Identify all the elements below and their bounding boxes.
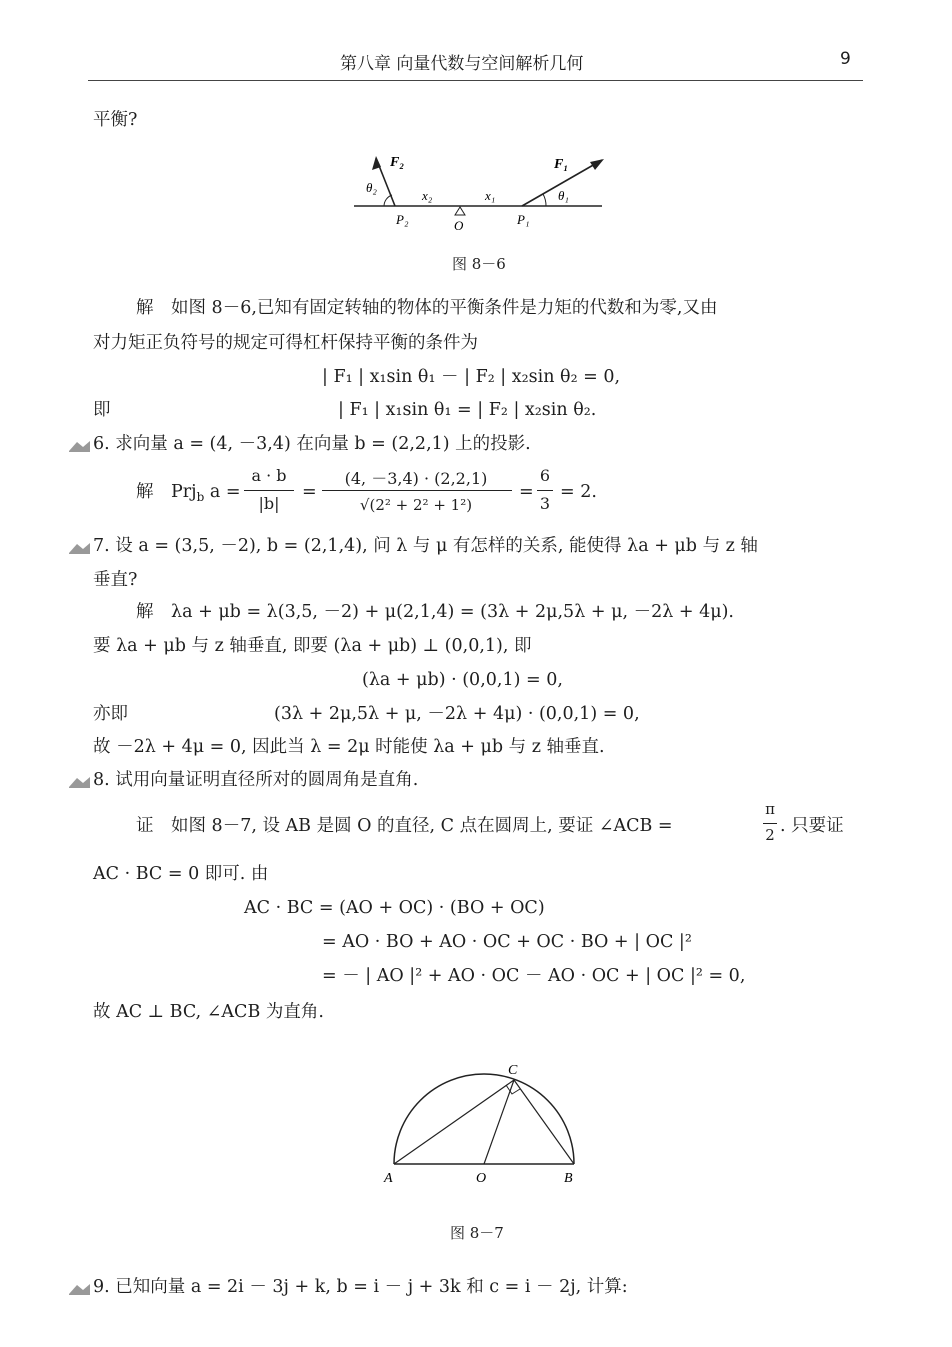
chapter-header: 第八章 向量代数与空间解析几何 (340, 54, 584, 74)
fraction-bar (763, 823, 777, 824)
label-B: B (564, 1171, 573, 1186)
fraction-bar (244, 490, 294, 491)
figure-8-6 (340, 140, 620, 240)
label-theta2: θ₂ (366, 180, 377, 195)
fraction-denominator: 2 (765, 826, 775, 844)
angle-theta1-arc (543, 194, 546, 206)
label-F2: F₂ (390, 155, 405, 170)
semicircle-arc (394, 1074, 574, 1164)
fraction-denominator: |b| (258, 494, 280, 513)
label-O: O (454, 218, 464, 233)
text-line: 故 AC ⊥ BC, ∠ACB 为直角. (93, 1002, 324, 1022)
segment-OC (484, 1080, 514, 1164)
equation: = AO · BO + AO · OC + OC · BO + | OC |² (322, 932, 692, 952)
fraction-numerator: π (765, 800, 775, 818)
text-line: 平衡? (93, 110, 138, 130)
label-O: O (476, 1171, 487, 1186)
fraction-denominator: √(2² + 2² + 1²) (359, 496, 473, 514)
text-line: . 只要证 (780, 816, 844, 836)
fraction-bar (537, 490, 553, 491)
segment-BC (514, 1080, 574, 1164)
equation-end: = 2. (560, 482, 597, 502)
header-rule (88, 80, 863, 81)
equation-part: a = (204, 482, 241, 502)
equation: = － | AO |² + AO · OC － AO · OC + | OC |² = 0, (322, 966, 746, 986)
figure-caption: 图 8－7 (450, 1224, 504, 1242)
solution-label: 解 Prj (136, 482, 197, 502)
label-F1: F₁ (554, 157, 569, 172)
problem-marker-icon (68, 540, 92, 560)
segment-AC (394, 1080, 514, 1164)
label-A: A (384, 1171, 393, 1186)
text-line: 解 如图 8－6,已知有固定转轴的物体的平衡条件是力矩的代数和为零,又由 (136, 298, 718, 318)
equation: AC · BC = (AO + OC) · (BO + OC) (244, 898, 545, 918)
text-line: AC · BC = 0 即可. 由 (93, 864, 269, 884)
fraction-bar (322, 490, 512, 491)
label-C: C (508, 1063, 518, 1078)
text-line: 证 如图 8－7, 设 AB 是圆 O 的直径, C 点在圆周上, 要证 ∠ACB = (136, 816, 673, 836)
problem-marker-icon (68, 438, 92, 458)
text-line: 对力矩正负符号的规定可得杠杆保持平衡的条件为 (93, 333, 478, 353)
text-line: 要 λa + μb 与 z 轴垂直, 即要 (λa + μb) ⊥ (0,0,1), 即 (93, 636, 532, 656)
equation: (λa + μb) · (0,0,1) = 0, (362, 670, 563, 690)
label-P2: P₂ (396, 212, 409, 227)
arrowhead-f1-icon (590, 159, 604, 170)
fulcrum-icon (455, 207, 465, 215)
text-line: 解 λa + μb = λ(3,5, －2) + μ(2,1,4) = (3λ + 2μ,5λ + μ, －2λ + 4μ). (136, 602, 734, 622)
label-theta1: θ₁ (558, 188, 569, 203)
problem-8: 8. 试用向量证明直径所对的圆周角是直角. (93, 770, 419, 790)
figure-8-7 (378, 1058, 588, 1188)
problem-marker-icon (68, 774, 92, 794)
problem-7: 7. 设 a = (3,5, －2), b = (2,1,4), 问 λ 与 μ 有怎样的关系, 能使得 λa + μb 与 z 轴 (93, 536, 758, 556)
fraction-numerator: a · b (251, 466, 287, 485)
equals: = (302, 482, 317, 502)
label-x1: x₁ (485, 188, 496, 203)
text-line: 垂直? (93, 570, 138, 590)
equals: = (519, 482, 534, 502)
page-number: 9 (840, 49, 851, 69)
figure-caption: 图 8－6 (452, 255, 506, 273)
label-P1: P₁ (517, 212, 530, 227)
subscript-b: b (196, 490, 205, 504)
fraction-denominator: 3 (539, 494, 551, 513)
equation: (3λ + 2μ,5λ + μ, －2λ + 4μ) · (0,0,1) = 0, (274, 704, 640, 724)
text-line: 亦即 (93, 704, 128, 724)
text-line: 故 －2λ + 4μ = 0, 因此当 λ = 2μ 时能使 λa + μb 与 z 轴垂直. (93, 737, 605, 757)
label-x2: x₂ (422, 188, 433, 203)
problem-6: 6. 求向量 a = (4, －3,4) 在向量 b = (2,2,1) 上的投影. (93, 434, 531, 454)
problem-marker-icon (68, 1281, 92, 1301)
equation: | F₁ | x₁sin θ₁ = | F₂ | x₂sin θ₂. (338, 400, 597, 420)
equation: | F₁ | x₁sin θ₁ － | F₂ | x₂sin θ₂ = 0, (322, 367, 621, 387)
fraction-numerator: 6 (539, 466, 551, 485)
text-line: 即 (93, 400, 111, 420)
problem-9: 9. 已知向量 a = 2i － 3j + k, b = i － j + 3k 和 c = i － 2j, 计算: (93, 1277, 628, 1297)
fraction-numerator: (4, －3,4) · (2,2,1) (344, 469, 488, 488)
